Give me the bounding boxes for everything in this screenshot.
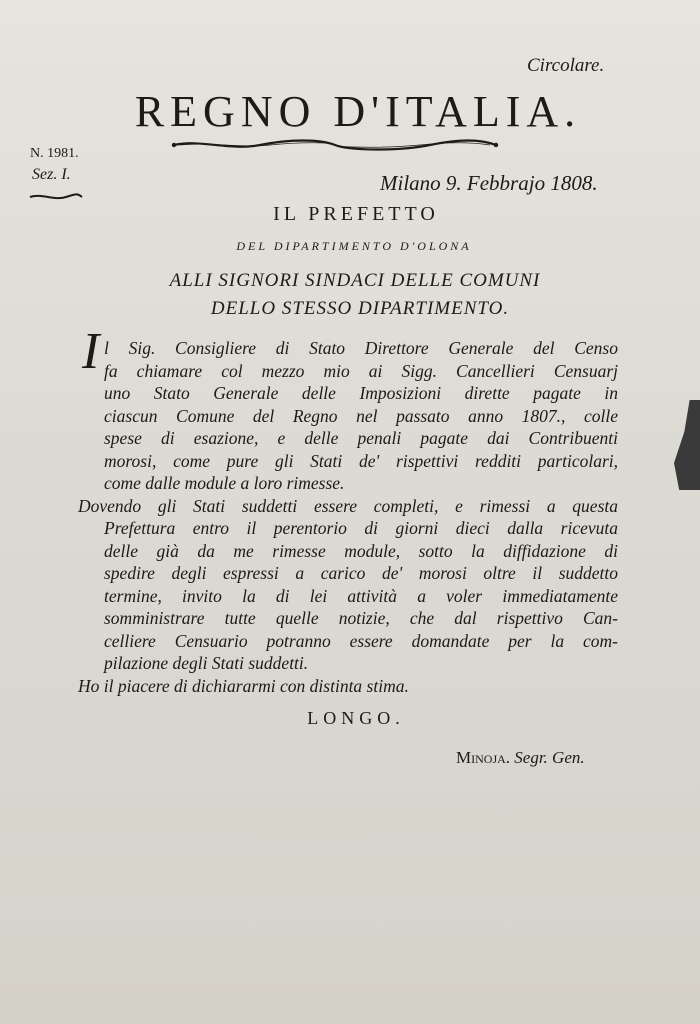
issuer-department: DEL DIPARTIMENTO D'OLONA — [236, 239, 472, 253]
body-line: spedire degli espressi a carico de' morosi oltre il suddetto — [104, 563, 618, 583]
body-line: ciascun Comune del Regno nel passato anno 1807., colle — [104, 405, 618, 426]
body-line: fa chiamare col mezzo mio ai Sigg. Cancellieri Censuarj — [104, 360, 618, 381]
document-title: REGNO D'ITALIA. — [134, 87, 582, 136]
issuer-office: IL PREFETTO — [273, 203, 439, 225]
secretary-title: Segr. Gen. — [514, 748, 585, 767]
body-line: Prefettura entro il perentorio di giorni dieci dalla ricevuta — [104, 518, 618, 538]
date-line: Milano 9. Febbrajo 1808. — [380, 171, 598, 195]
body-line: uno Stato Generale delle Imposizioni dirette pagate in — [104, 383, 618, 403]
secretary-signature — [456, 748, 585, 768]
body-line: spese di esazione, e delle penali pagate dai Contribuenti — [104, 428, 618, 448]
title-ornament — [170, 138, 500, 152]
signer-name: LONGO. — [307, 708, 405, 728]
body-line: delle già da me rimesse module, sotto la diffidazione di — [104, 540, 618, 561]
body-line: somministrare tutte quelle notizie, che dal rispettivo Can- — [104, 608, 618, 628]
body-line: termine, invito la di lei attività a voler immediatamente — [104, 585, 618, 606]
body-line: morosi, come pure gli Stati de' rispettivi redditi particolari, — [104, 450, 618, 471]
body-line: come dalle module a loro rimesse. — [104, 473, 345, 493]
torn-edge — [674, 400, 700, 490]
body-line: celliere Censuario potranno essere domandate per la com- — [104, 630, 618, 651]
body-text — [78, 337, 618, 697]
body-line: pilazione degli Stati suddetti. — [104, 653, 309, 673]
body-line: l Sig. Consigliere di Stato Direttore Generale del Censo — [104, 338, 618, 358]
secretary-name: Minoja. — [456, 748, 511, 767]
section-swash — [28, 192, 84, 202]
drop-cap: I — [82, 323, 100, 380]
closing-line: Ho il piacere di dichiararmi con distinta stima. — [78, 675, 409, 696]
body-line: Dovendo gli Stati suddetti essere completi, e rimessi a questa — [78, 495, 618, 516]
addressee-line-2: DELLO STESSO DIPARTIMENTO. — [210, 298, 510, 319]
section-label: Sez. I. — [32, 166, 71, 183]
addressee-line-1: ALLI SIGNORI SINDACI DELLE COMUNI — [169, 270, 541, 291]
circular-label: Circolare. — [527, 55, 605, 76]
reference-number: N. 1981. — [30, 146, 79, 161]
